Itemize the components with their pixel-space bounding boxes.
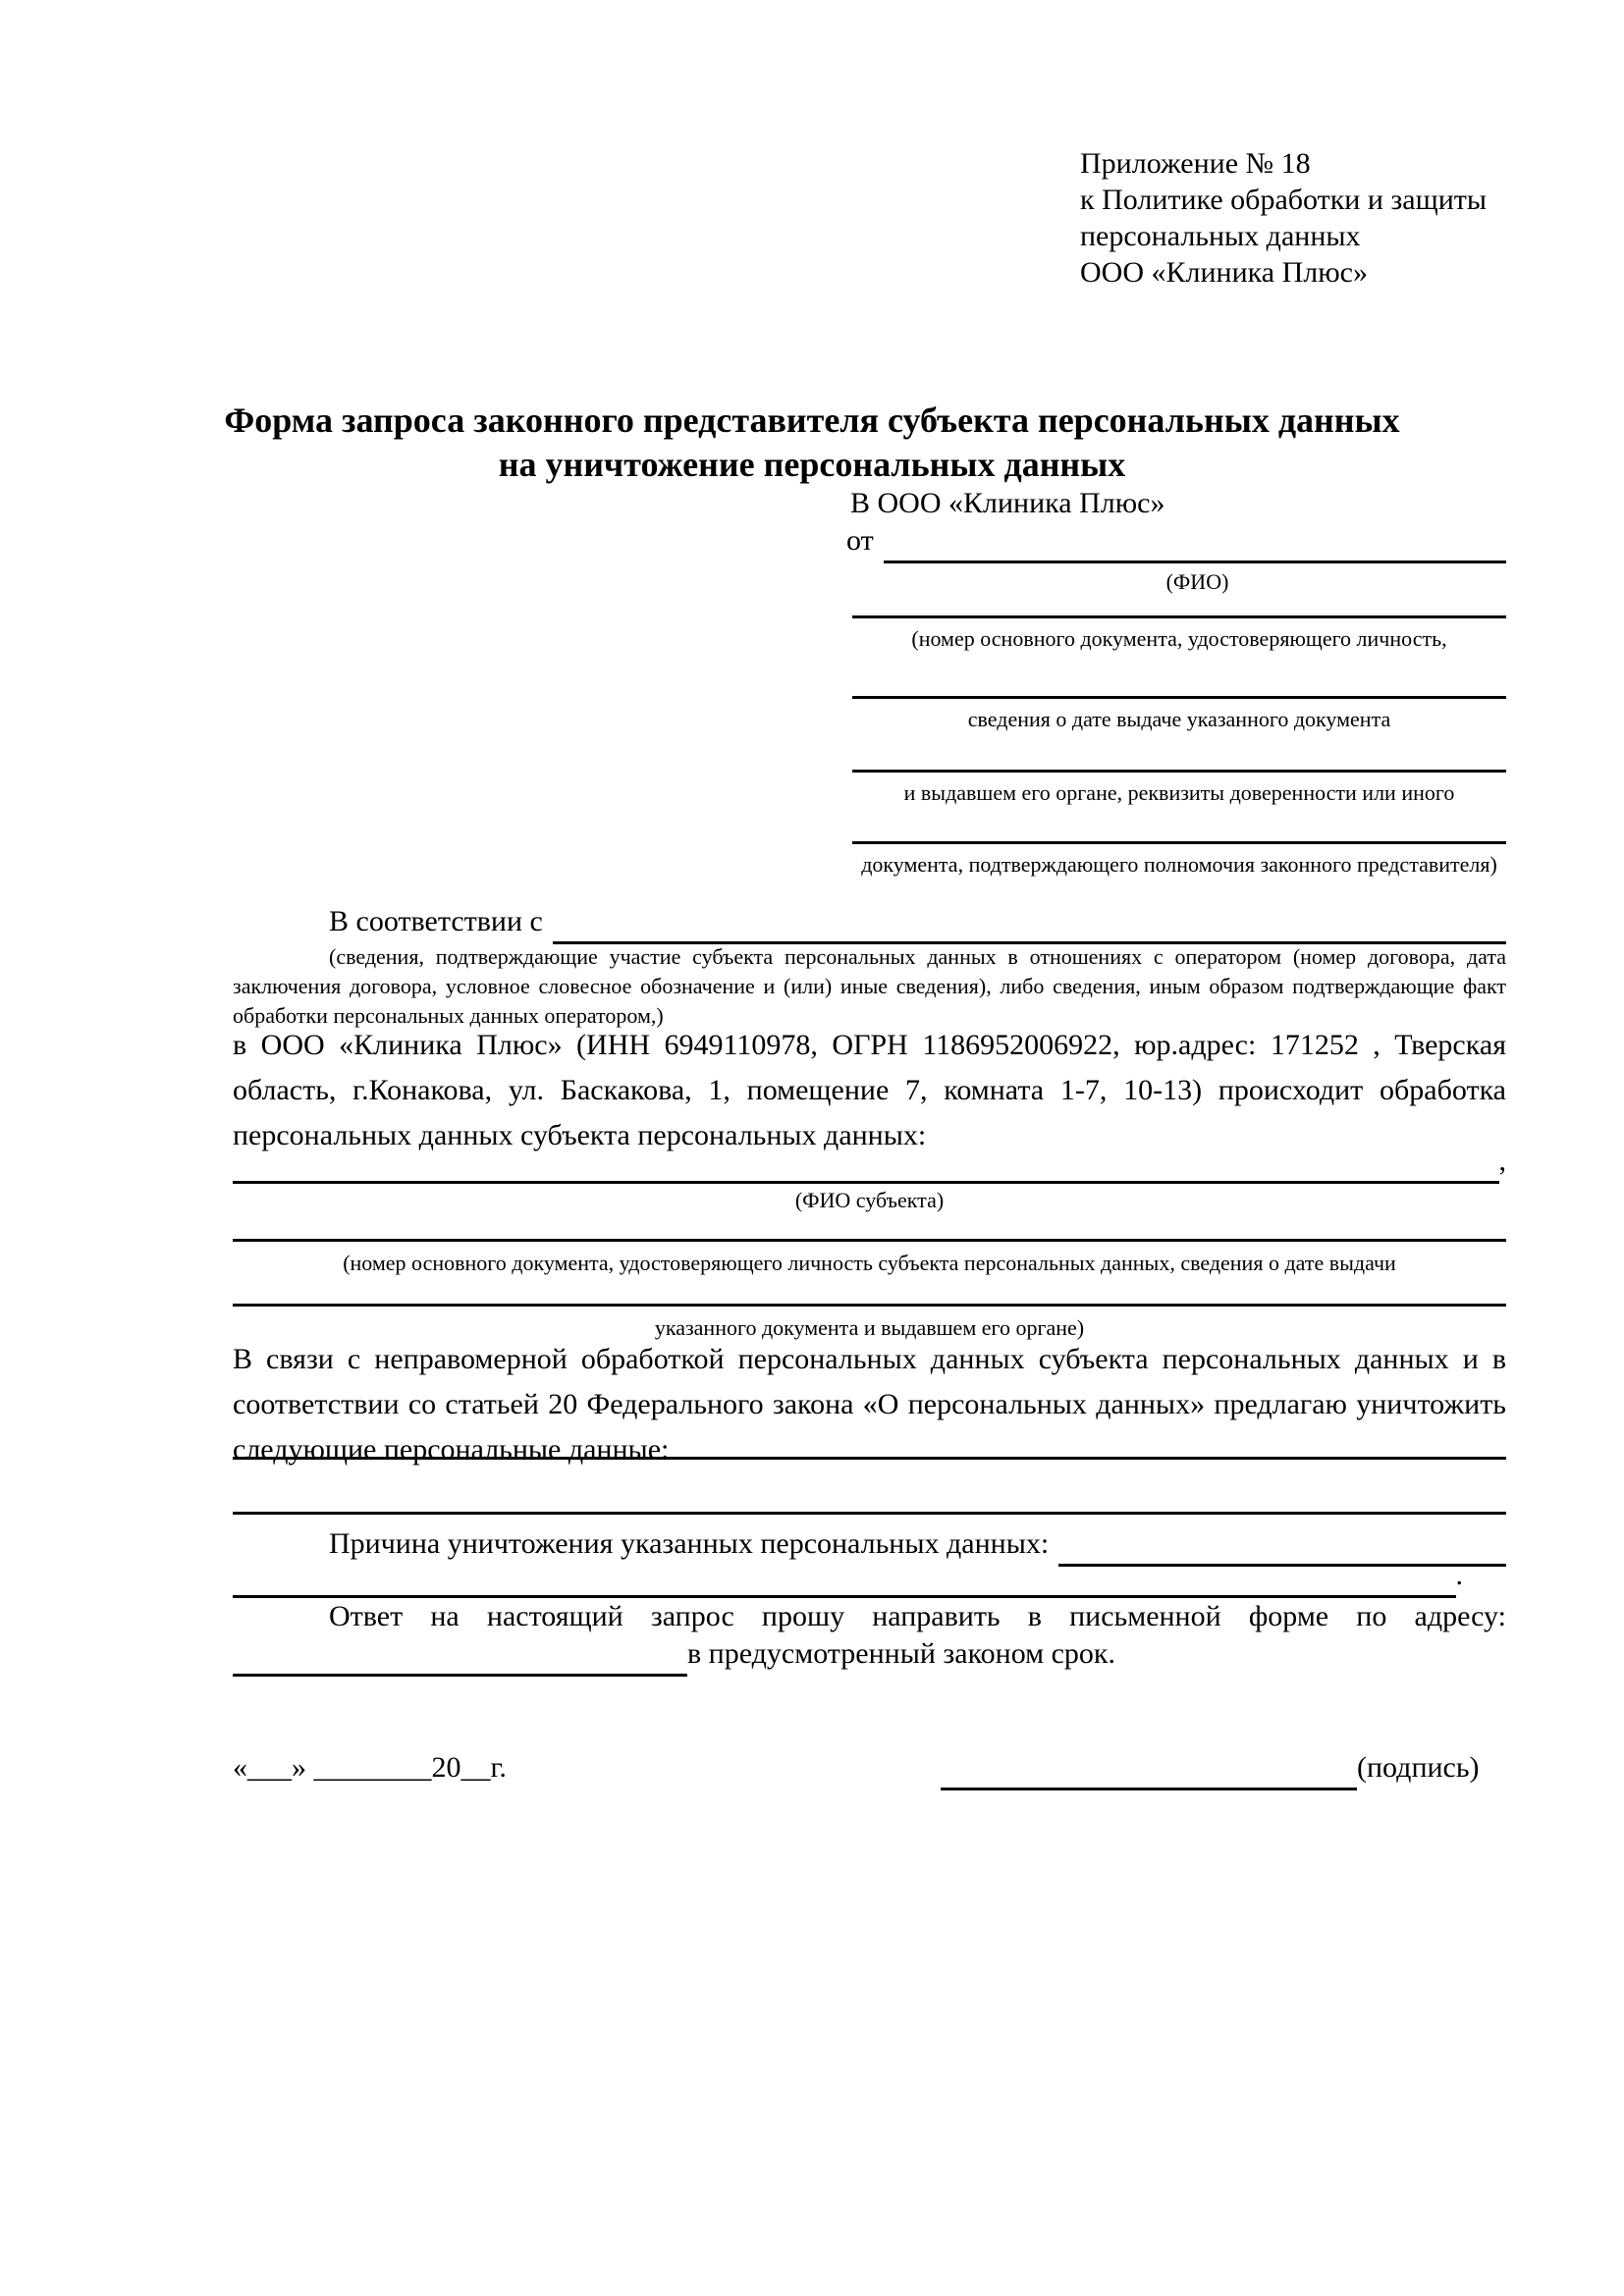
operator-paragraph: в ООО «Клиника Плюс» (ИНН 6949110978, ОГРН 1186952006922, юр.адрес: 171252 , Тверская область, г.Конакова, ул. Баскакова, 1, помещение 7, комната 1-7, 10-13) происходит обработка персональных данных субъекта персональных данных: [233,1029,1506,1151]
appendix-header-line: Приложение № 18 [1080,147,1311,180]
signature-row [941,1745,1480,1790]
addressee-organization: В ООО «Клиника Плюс» [850,487,1165,519]
form-title-line1: Форма запроса законного представителя субъекта персональных данных [224,400,1400,440]
accordance-lead: В соответствии с [329,905,543,937]
appendix-header-line: к Политике обработки и защиты [1080,184,1488,216]
doc-caption-2: сведения о дате выдаче указанного документа [967,707,1391,731]
subject-doc-caption-1: (номер основного документа, удостоверяющего личность субъекта персональных данных, сведения о дате выдачи [343,1251,1396,1275]
data-blank-line-1 [233,1457,1506,1460]
subject-comma: , [1498,1145,1506,1177]
subject-fio-blank-line [233,1139,1499,1184]
from-blank-line [884,518,1506,563]
accordance-explanation: (сведения, подтверждающие участие субъекта персональных данных в отношениях с оператором (номер договора, дата заключения договора, условное словесное обозначение и (или) иные сведения), либо сведения, иным образом подтверждающие факт обработки персональных данных оператором,) [233,944,1506,1028]
reason-continuation-line [233,1553,1456,1598]
doc-caption-4: документа, подтверждающего полномочия законного представителя) [861,852,1497,877]
subject-doc-blank-line-2 [233,1304,1506,1307]
date-blank: «___» ________20__г. [233,1751,507,1784]
form-title [157,399,1467,487]
data-blank-line-2 [233,1512,1506,1515]
accordance-blank-line [553,899,1506,944]
doc-blank-line-4 [852,841,1506,844]
doc-caption-1: (номер основного документа, удостоверяющего личность, [911,626,1447,651]
answer-paragraph: Ответ на настоящий запрос прошу направить в письменной форме по адресу: [329,1600,1506,1632]
doc-blank-line-3 [852,770,1506,773]
doc-blank-line-2 [852,696,1506,699]
doc-caption-3: и выдавшем его органе, реквизиты доверенности или иного [903,780,1455,805]
subject-fio-caption: (ФИО субъекта) [794,1188,945,1212]
doc-blank-line-1 [852,615,1506,618]
answer-tail: в предусмотренный законом срок. [687,1637,1115,1670]
reason-label: Причина уничтожения указанных персональных данных: [329,1527,1050,1560]
appendix-header-block [1080,145,1487,291]
subject-doc-caption-2: указанного документа и выдавшем его органе) [654,1315,1085,1340]
appendix-header-line: ООО «Клиника Плюс» [1080,256,1368,289]
subject-fio-row [233,1139,1506,1184]
from-label: от [846,524,874,557]
accordance-row [329,899,1506,944]
address-blank-line [233,1631,687,1677]
signature-blank-line [941,1745,1357,1790]
destroy-paragraph: В связи с неправомерной обработкой персональных данных субъекта персональных данных и в соответствии со статьей 20 Федерального закона «О персональных данных» предлагаю уничтожить следующие персональные данные: [233,1343,1506,1466]
signature-caption: (подпись) [1357,1751,1480,1784]
form-title-line2: на уничтожение персональных данных [498,445,1126,484]
fio-caption: (ФИО) [1165,569,1229,594]
appendix-header-line: персональных данных [1080,220,1361,252]
sentence-period: . [1455,1559,1463,1591]
answer-tail-row [233,1631,1506,1677]
subject-doc-blank-line-1 [233,1239,1506,1242]
reason-continuation-row [233,1553,1463,1598]
from-row [846,518,1506,563]
